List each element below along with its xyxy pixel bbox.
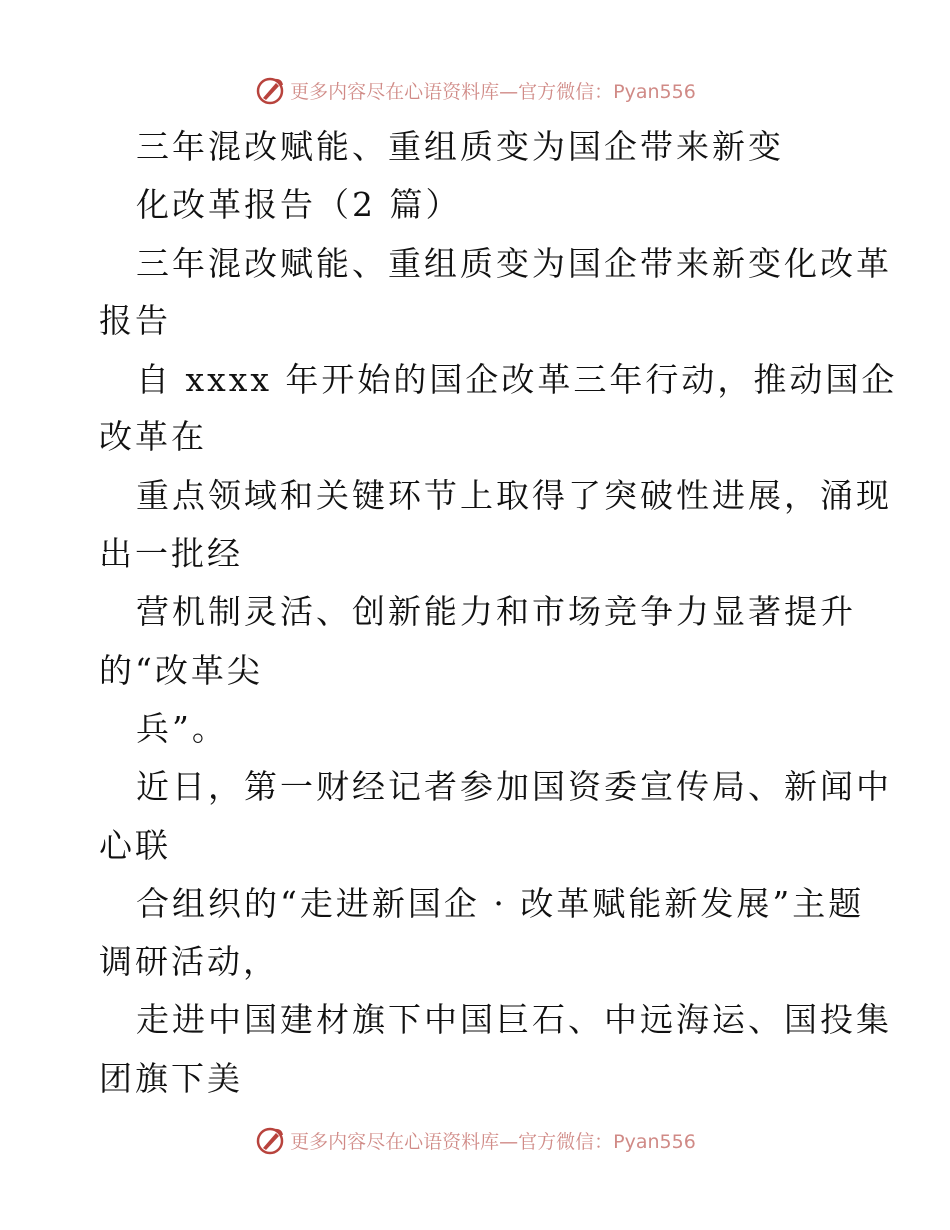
- text-line-10: 近日，第一财经记者参加国资委宣传局、新闻中: [136, 767, 892, 806]
- watermark-text: 更多内容尽在心语资料库—官方微信：Pyan556: [290, 1130, 696, 1153]
- title-line-1: 三年混改赋能、重组质变为国企带来新变: [136, 127, 784, 166]
- text-line-6: 出一批经: [99, 534, 243, 573]
- text-line-9: 兵”。: [136, 709, 228, 748]
- header-watermark: [0, 70, 950, 110]
- title-line-2: 化改革报告（2 篇）: [136, 185, 462, 224]
- watermark-text: 更多内容尽在心语资料库—官方微信：Pyan556: [290, 80, 696, 103]
- footer-watermark: [0, 1120, 950, 1160]
- text-line-2: 报告: [99, 301, 171, 340]
- text-line-13: 调研活动，: [99, 942, 279, 981]
- text-line-7: 营机制灵活、创新能力和市场竞争力显著提升: [136, 592, 856, 631]
- text-line-3: 自 xxxx 年开始的国企改革三年行动，推动国企: [136, 360, 898, 399]
- text-line-12: 合组织的“走进新国企 · 改革赋能新发展”主题: [136, 884, 865, 923]
- text-line-5: 重点领域和关键环节上取得了突破性进展，涌现: [136, 476, 892, 515]
- brand-logo-icon: [254, 1124, 286, 1156]
- text-line-1: 三年混改赋能、重组质变为国企带来新变化改革: [136, 244, 892, 283]
- text-line-14: 走进中国建材旗下中国巨石、中远海运、国投集: [136, 1000, 892, 1039]
- text-line-4: 改革在: [99, 417, 207, 456]
- text-line-8: 的“改革尖: [99, 651, 263, 690]
- text-line-11: 心联: [99, 826, 171, 865]
- brand-logo-icon: [254, 74, 286, 106]
- text-line-15: 团旗下美: [99, 1059, 243, 1098]
